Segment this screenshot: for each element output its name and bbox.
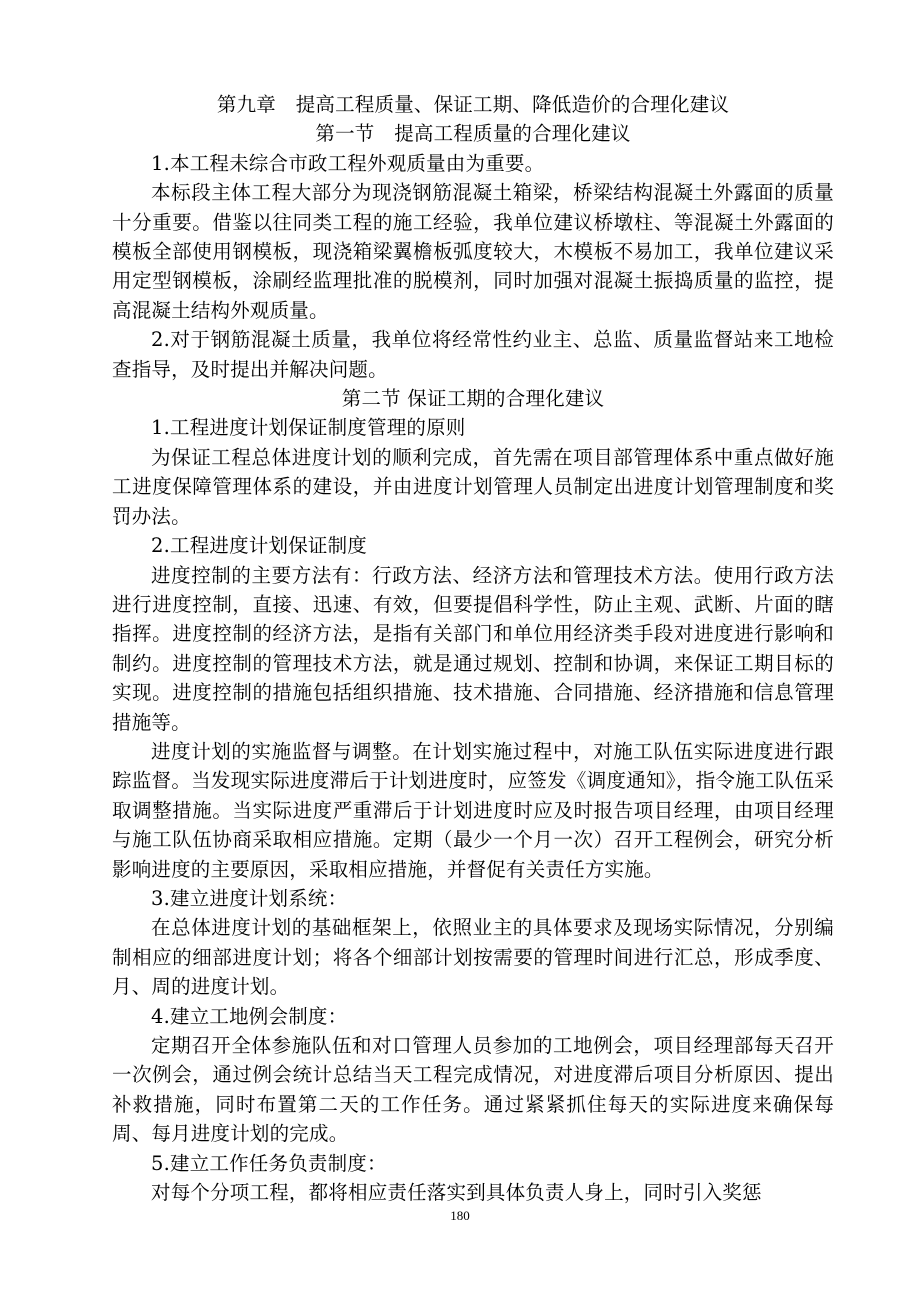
paragraph: 为保证工程总体进度计划的顺利完成，首先需在项目部管理体系中重点做好施工进度保障管理体系的建设，并由进度计划管理人员制定出进度计划管理制度和奖罚办法。 [112,445,834,528]
paragraph: 3.建立进度计划系统： [151,886,348,910]
paragraph: 5.建立工作任务负责制度： [151,1151,387,1175]
paragraph: 在总体进度计划的基础框架上，依照业主的具体要求及现场实际情况，分别编制相应的细部进度计划；将各个细部计划按需要的管理时间进行汇总，形成季度、月、周的进度计划。 [112,916,834,999]
paragraph: 4.建立工地例会制度： [151,1004,348,1028]
paragraph: 2.对于钢筋混凝土质量，我单位将经常性约业主、总监、质量监督站来工地检查指导，及时提出并解决问题。 [112,328,834,381]
paragraph: 进度计划的实施监督与调整。在计划实施过程中，对施工队伍实际进度进行跟踪监督。当发现实际进度滞后于计划进度时，应签发《调度通知》，指令施工队伍采取调整措施。当实际进度严重滞后于计划进度时应及时报告项目经理，由项目经理与施工队伍协商采取相应措施。定期（最少一个月一次）召开工程例会，研究分析影响进度的主要原因，采取相应措施，并督促有关责任方实施。 [112,739,834,881]
paragraph: 定期召开全体参施队伍和对口管理人员参加的工地例会，项目经理部每天召开一次例会，通过例会统计总结当天工程完成情况，对进度滞后项目分析原因、提出补救措施，同时布置第二天的工作任务。通过紧紧抓住每天的实际进度来确保每周、每月进度计划的完成。 [112,1034,834,1146]
section-title: 第一节 提高工程质量的合理化建议 [315,122,631,146]
document-body [112,90,834,1207]
paragraph: 2.工程进度计划保证制度 [151,534,368,558]
paragraph: 1.本工程未综合市政工程外观质量由为重要。 [151,151,545,175]
page-number: 180 [450,1208,470,1223]
paragraph: 对每个分项工程，都将相应责任落实到具体负责人身上，同时引入奖惩 [151,1181,762,1205]
paragraph: 1.工程进度计划保证制度管理的原则 [151,416,466,440]
paragraph: 进度控制的主要方法有：行政方法、经济方法和管理技术方法。使用行政方法进行进度控制，直接、迅速、有效，但要提倡科学性，防止主观、武断、片面的瞎指挥。进度控制的经济方法，是指有关部门和单位用经济类手段对进度进行影响和制约。进度控制的管理技术方法，就是通过规划、控制和协调，来保证工期目标的实现。进度控制的措施包括组织措施、技术措施、合同措施、经济措施和信息管理措施等。 [112,563,834,734]
section-title: 第二节 保证工期的合理化建议 [341,387,605,411]
paragraph: 本标段主体工程大部分为现浇钢筋混凝土箱梁，桥梁结构混凝土外露面的质量十分重要。借鉴以往同类工程的施工经验，我单位建议桥墩柱、等混凝土外露面的模板全部使用钢模板，现浇箱梁翼檐板弧度较大，木模板不易加工，我单位建议采用定型钢模板，涂刷经监理批准的脱模剂，同时加强对混凝土振捣质量的监控，提高混凝土结构外观质量。 [112,181,834,322]
chapter-title: 第九章 提高工程质量、保证工期、降低造价的合理化建议 [216,93,730,116]
